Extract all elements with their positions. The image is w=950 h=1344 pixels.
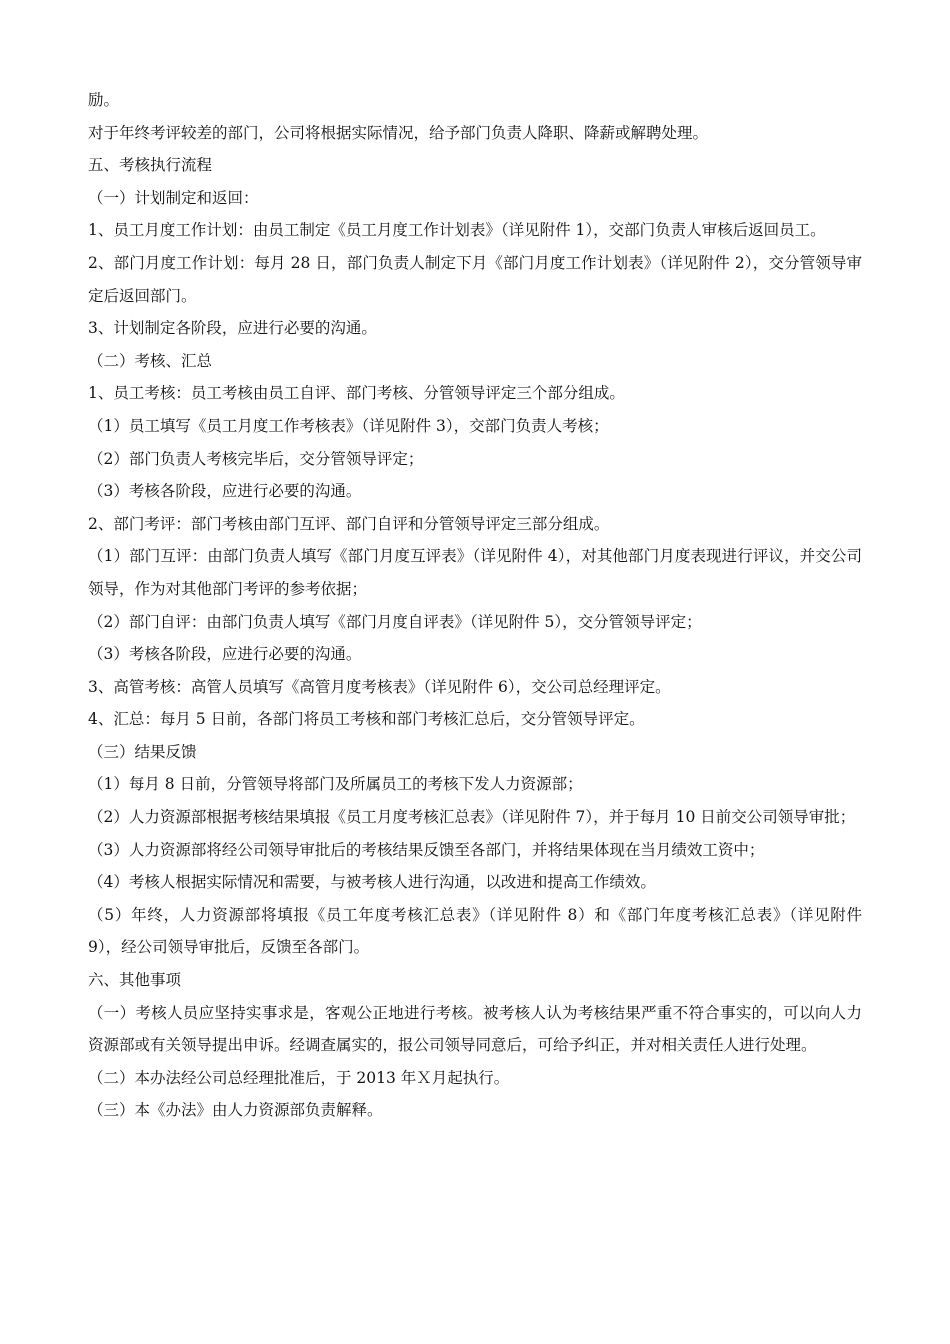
paragraph: 2、部门考评：部门考核由部门互评、部门自评和分管领导评定三部分组成。 bbox=[88, 514, 610, 533]
paragraph: 1、员工月度工作计划：由员工制定《员工月度工作计划表》（详见附件 1），交部门负责人审核后返回员工。 bbox=[88, 221, 826, 240]
subsection-heading: （三）结果反馈 bbox=[88, 742, 197, 761]
paragraph: 对于年终考评较差的部门，公司将根据实际情况，给予部门负责人降职、降薪或解聘处理。 bbox=[88, 123, 709, 142]
paragraph: （三）本《办法》由人力资源部负责解释。 bbox=[88, 1101, 383, 1120]
paragraph: （1）部门互评：由部门负责人填写《部门月度互评表》（详见附件 4），对其他部门月度表现进行评议，并交公司领导，作为对其他部门考评的参考依据； bbox=[88, 547, 862, 598]
paragraph: （4）考核人根据实际情况和需要，与被考核人进行沟通，以改进和提高工作绩效。 bbox=[88, 873, 656, 892]
paragraph: 2、部门月度工作计划：每月 28 日，部门负责人制定下月《部门月度工作计划表》（详见附件 2），交分管领导审定后返回部门。 bbox=[88, 253, 862, 305]
paragraph: （3）考核各阶段，应进行必要的沟通。 bbox=[88, 645, 362, 664]
document-body bbox=[88, 84, 862, 1127]
paragraph: （5）年终，人力资源部将填报《员工年度考核汇总表》（详见附件 8）和《部门年度考核汇总表》（详见附件 9），经公司领导审批后，反馈至各部门。 bbox=[88, 905, 862, 957]
paragraph: 4、汇总：每月 5 日前，各部门将员工考核和部门考核汇总后，交分管领导评定。 bbox=[88, 710, 645, 729]
paragraph: 3、高管考核：高管人员填写《高管月度考核表》（详见附件 6），交公司总经理评定。 bbox=[88, 677, 671, 696]
section-heading: 五、考核执行流程 bbox=[88, 156, 213, 175]
paragraph: （2）部门负责人考核完毕后，交分管领导评定； bbox=[88, 449, 424, 468]
paragraph: （2）人力资源部根据考核结果填报《员工月度考核汇总表》（详见附件 7），并于每月 10 日前交公司领导审批； bbox=[88, 808, 856, 827]
section-heading: 六、其他事项 bbox=[88, 971, 182, 990]
paragraph: （1）员工填写《员工月度工作考核表》（详见附件 3），交部门负责人考核； bbox=[88, 416, 609, 435]
paragraph: （一）考核人员应坚持实事求是，客观公正地进行考核。被考核人认为考核结果严重不符合事实的，可以向人力资源部或有关领导提出申诉。经调查属实的，报公司领导同意后，可给予纠正，并对相关责任人进行处理。 bbox=[88, 1003, 862, 1055]
subsection-heading: （二）考核、汇总 bbox=[88, 351, 213, 370]
paragraph: （3）人力资源部将经公司领导审批后的考核结果反馈至各部门，并将结果体现在当月绩效工资中； bbox=[88, 840, 765, 859]
paragraph: （二）本办法经公司总经理批准后，于 2013 年Ｘ月起执行。 bbox=[88, 1068, 510, 1087]
paragraph: 3、计划制定各阶段，应进行必要的沟通。 bbox=[88, 319, 377, 338]
subsection-heading: （一）计划制定和返回： bbox=[88, 188, 259, 207]
paragraph: 1、员工考核：员工考核由员工自评、部门考核、分管领导评定三个部分组成。 bbox=[88, 384, 625, 403]
paragraph: （3）考核各阶段，应进行必要的沟通。 bbox=[88, 482, 362, 501]
paragraph: （2）部门自评：由部门负责人填写《部门月度自评表》（详见附件 5），交分管领导评定； bbox=[88, 612, 702, 631]
paragraph: （1）每月 8 日前，分管领导将部门及所属员工的考核下发人力资源部； bbox=[88, 775, 583, 794]
paragraph: 励。 bbox=[88, 91, 120, 109]
